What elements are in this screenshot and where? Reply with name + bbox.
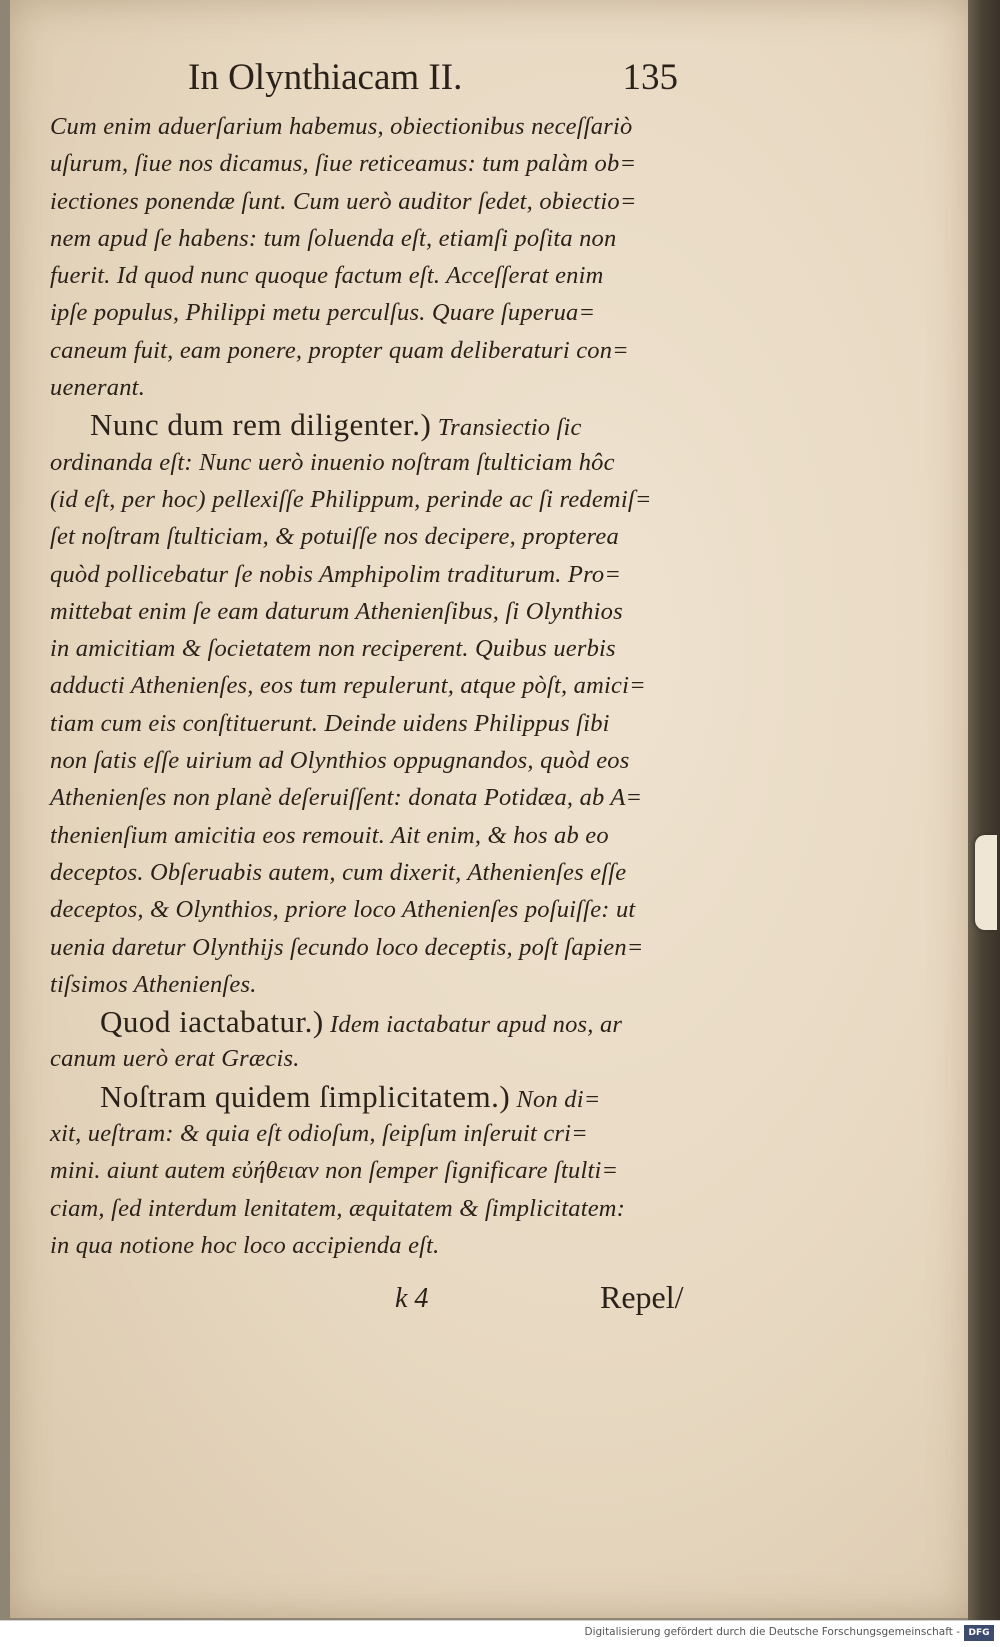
text-line: ipſe populus, Philippi metu perculſus. Quare ſuperua=	[50, 299, 596, 327]
text-line: fuerit. Id quod nunc quoque factum eſt. Acceſſerat enim	[50, 262, 604, 290]
catchword: Repel/	[600, 1279, 684, 1315]
text-line: Quod iactabatur.) Idem iactabatur apud nos, ar	[100, 1004, 623, 1040]
text-line: ſet noſtram ſtulticiam, & potuiſſe nos decipere, propterea	[50, 523, 619, 551]
text-line: Athenienſes non planè deſeruiſſent: donata Potidæa, ab A=	[50, 784, 643, 812]
signature-mark: k 4	[395, 1283, 429, 1314]
text-line: deceptos, & Olynthios, priore loco Athenienſes poſuiſſe: ut	[50, 896, 636, 924]
text-line: ciam, ſed interdum lenitatem, æquitatem & ſimplicitatem:	[50, 1194, 626, 1222]
text-line: iectiones ponendæ ſunt. Cum uerò auditor ſedet, obiectio=	[50, 187, 637, 215]
text-line: Cum enim aduerſarium habemus, obiectionibus neceſſariò	[50, 113, 633, 140]
text-line: tiam cum eis conſtituerunt. Deinde uidens Philippus ſibi	[50, 709, 610, 737]
text-line: mittebat enim ſe eam daturum Athenienſibus, ſi Olynthios	[50, 597, 623, 625]
text-line: mini. aiunt autem εὐήθειαν non ſemper ſignificare ſtulti=	[50, 1157, 619, 1185]
text-line: uſurum, ſiue nos dicamus, ſiue reticeamus: tum palàm ob=	[50, 150, 637, 178]
text-line: quòd pollicebatur ſe nobis Amphipolim traditurum. Pro=	[50, 560, 622, 588]
page-number: 135	[622, 57, 678, 98]
text-line: thenienſium amicitia eos remouit. Ait enim, & hos ab eo	[50, 821, 609, 849]
running-head-title: In Olynthiacam II.	[188, 57, 463, 98]
lemma: Quod iactabatur.)	[100, 1004, 324, 1040]
text-line: canum uerò erat Græcis.	[50, 1045, 300, 1073]
text-line: deceptos. Obſeruabis autem, cum dixerit, Athenienſes eſſe	[50, 858, 627, 886]
page-edge-shadow	[968, 0, 1000, 1620]
text-line: in qua notione hoc loco accipienda eſt.	[50, 1231, 440, 1259]
credit-text: Digitalisierung gefördert durch die Deutsche Forschungsgemeinschaft -	[584, 1626, 960, 1638]
text-line: caneum fuit, eam ponere, propter quam deliberaturi con=	[50, 336, 629, 364]
text-line: ordinanda eſt: Nunc uerò inuenio noſtram ſtulticiam hôc	[50, 448, 615, 476]
text-line: nem apud ſe habens: tum ſoluenda eſt, etiamſi poſita non	[50, 224, 617, 252]
credit-bar	[0, 1620, 1000, 1647]
text-line: tiſsimos Athenienſes.	[50, 970, 257, 998]
text-line: Nunc dum rem diligenter.) Transiectio ſic	[90, 407, 582, 443]
text-line: (id eſt, per hoc) pellexiſſe Philippum, perinde ac ſi redemiſ=	[50, 485, 652, 513]
body-text	[50, 108, 690, 1264]
text-line: in amicitiam & ſocietatem non reciperent. Quibus uerbis	[50, 635, 616, 663]
text-line: uenia daretur Olynthijs ſecundo loco deceptis, poſt ſapien=	[50, 933, 644, 961]
text-line: adducti Athenienſes, eos tum repulerunt, atque pòſt, amici=	[50, 672, 646, 700]
text-line: Noſtram quidem ſimplicitatem.) Non di=	[100, 1078, 601, 1114]
lemma: Noſtram quidem ſimplicitatem.)	[100, 1078, 511, 1114]
text-line: non ſatis eſſe uirium ad Olynthios oppugnandos, quòd eos	[50, 747, 630, 775]
running-head	[188, 56, 678, 106]
page-clip-tab	[975, 835, 997, 930]
text-line: xit, ueſtram: & quia eſt odioſum, ſeipſum inſeruit cri=	[50, 1120, 588, 1148]
lemma: Nunc dum rem diligenter.)	[90, 407, 432, 443]
page-footer	[395, 1279, 705, 1323]
text-line: uenerant.	[50, 374, 146, 402]
dfg-logo-icon: DFG	[964, 1625, 994, 1641]
